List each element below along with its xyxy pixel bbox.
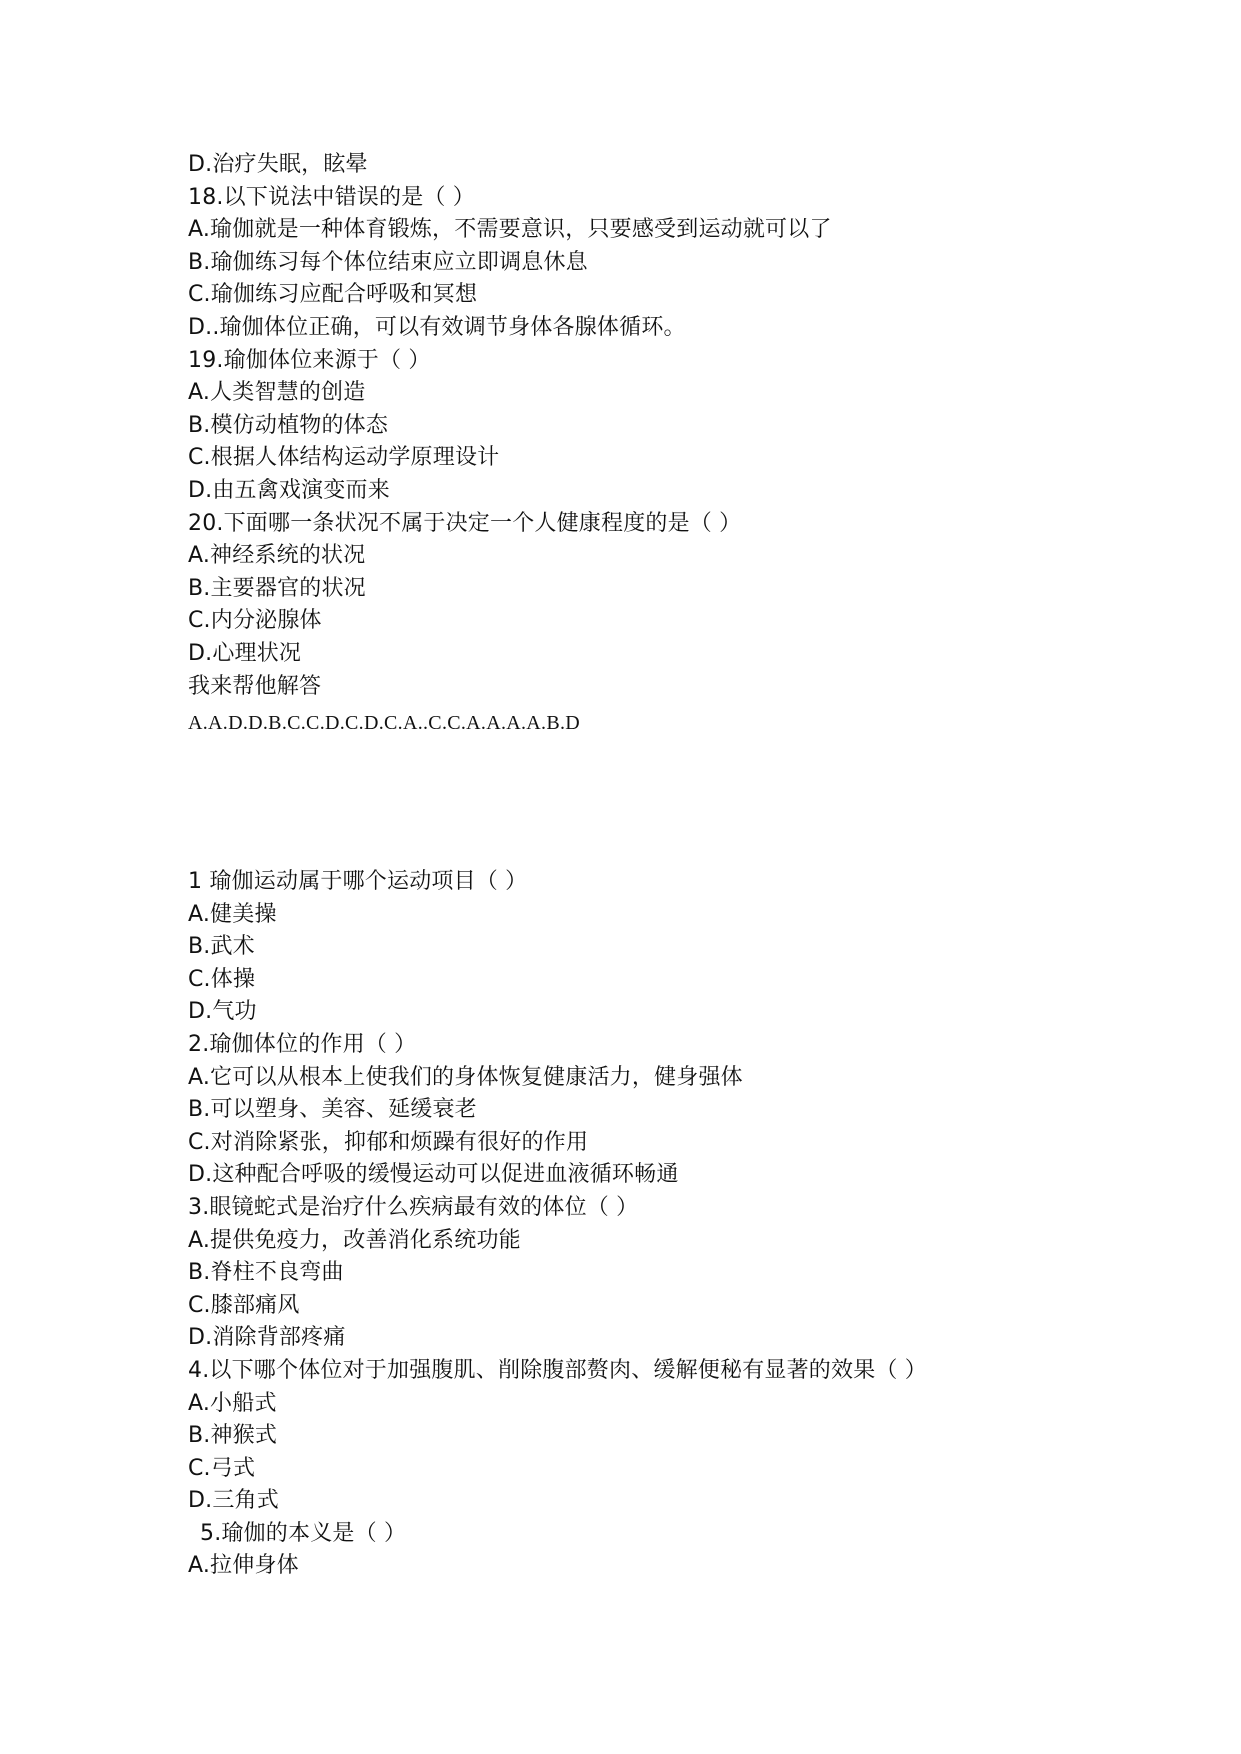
questions-section-1 xyxy=(188,149,1188,740)
option-c-q4: C.弓式 xyxy=(188,1455,256,1481)
option-a-q4: A.小船式 xyxy=(188,1390,277,1416)
question-3: 3.眼镜蛇式是治疗什么疾病最有效的体位（ ） xyxy=(188,1194,639,1220)
option-a-q2: A.它可以从根本上使我们的身体恢复健康活力，健身强体 xyxy=(188,1064,743,1090)
option-a-q18: A.瑜伽就是一种体育锻炼，不需要意识，只要感受到运动就可以了 xyxy=(188,217,832,243)
option-b-q1: B.武术 xyxy=(188,934,255,960)
option-a-q20: A.神经系统的状况 xyxy=(188,543,366,569)
option-b-q3: B.脊柱不良弯曲 xyxy=(188,1260,344,1286)
option-d-q3: D.消除背部疼痛 xyxy=(188,1325,346,1351)
question-4: 4.以下哪个体位对于加强腹肌、削除腹部赘肉、缓解便秘有显著的效果（ ） xyxy=(188,1357,927,1383)
option-c-q19: C.根据人体结构运动学原理设计 xyxy=(188,445,500,471)
option-c-q3: C.膝部痛风 xyxy=(188,1292,300,1318)
option-b-q2: B.可以塑身、美容、延缓衰老 xyxy=(188,1097,477,1123)
option-a-q1: A.健美操 xyxy=(188,901,277,927)
option-d-q17: D.治疗失眠，眩晕 xyxy=(188,152,368,177)
question-2: 2.瑜伽体位的作用（ ） xyxy=(188,1031,417,1057)
option-d-q1: D.气功 xyxy=(188,999,257,1025)
option-d-q4: D.三角式 xyxy=(188,1488,279,1514)
question-18: 18.以下说法中错误的是（ ） xyxy=(188,184,475,210)
option-b-q4: B.神猴式 xyxy=(188,1423,278,1449)
option-a-q3: A.提供免疫力，改善消化系统功能 xyxy=(188,1227,521,1253)
option-b-q20: B.主要器官的状况 xyxy=(188,575,366,601)
question-20: 20.下面哪一条状况不属于决定一个人健康程度的是（ ） xyxy=(188,510,742,536)
answer-heading: 我来帮他解答 xyxy=(188,673,322,699)
option-d-q2: D.这种配合呼吸的缓慢运动可以促进血液循环畅通 xyxy=(188,1162,679,1188)
option-d-q19: D.由五禽戏演变而来 xyxy=(188,477,390,503)
option-b-q18: B.瑜伽练习每个体位结束应立即调息休息 xyxy=(188,249,588,275)
option-c-q18: C.瑜伽练习应配合呼吸和冥想 xyxy=(188,282,478,308)
question-5: 5.瑜伽的本义是（ ） xyxy=(200,1520,407,1546)
option-c-q20: C.内分泌腺体 xyxy=(188,608,322,634)
questions-section-2 xyxy=(188,866,1188,1583)
option-d-q20: D.心理状况 xyxy=(188,640,302,666)
option-d-q18: D..瑜伽体位正确，可以有效调节身体各腺体循环。 xyxy=(188,314,686,340)
option-a-q19: A.人类智慧的创造 xyxy=(188,380,366,406)
question-1: 1 瑜伽运动属于哪个运动项目（ ） xyxy=(188,869,528,894)
option-a-q5: A.拉伸身体 xyxy=(188,1553,299,1579)
question-19: 19.瑜伽体位来源于（ ） xyxy=(188,347,431,373)
option-b-q19: B.模仿动植物的体态 xyxy=(188,412,389,438)
option-c-q1: C.体操 xyxy=(188,966,256,992)
answer-key: A.A.D.D.B.C.C.D.C.D.C.A..C.C.A.A.A.A.B.D xyxy=(188,712,581,735)
option-c-q2: C.对消除紧张，抑郁和烦躁有很好的作用 xyxy=(188,1129,589,1155)
